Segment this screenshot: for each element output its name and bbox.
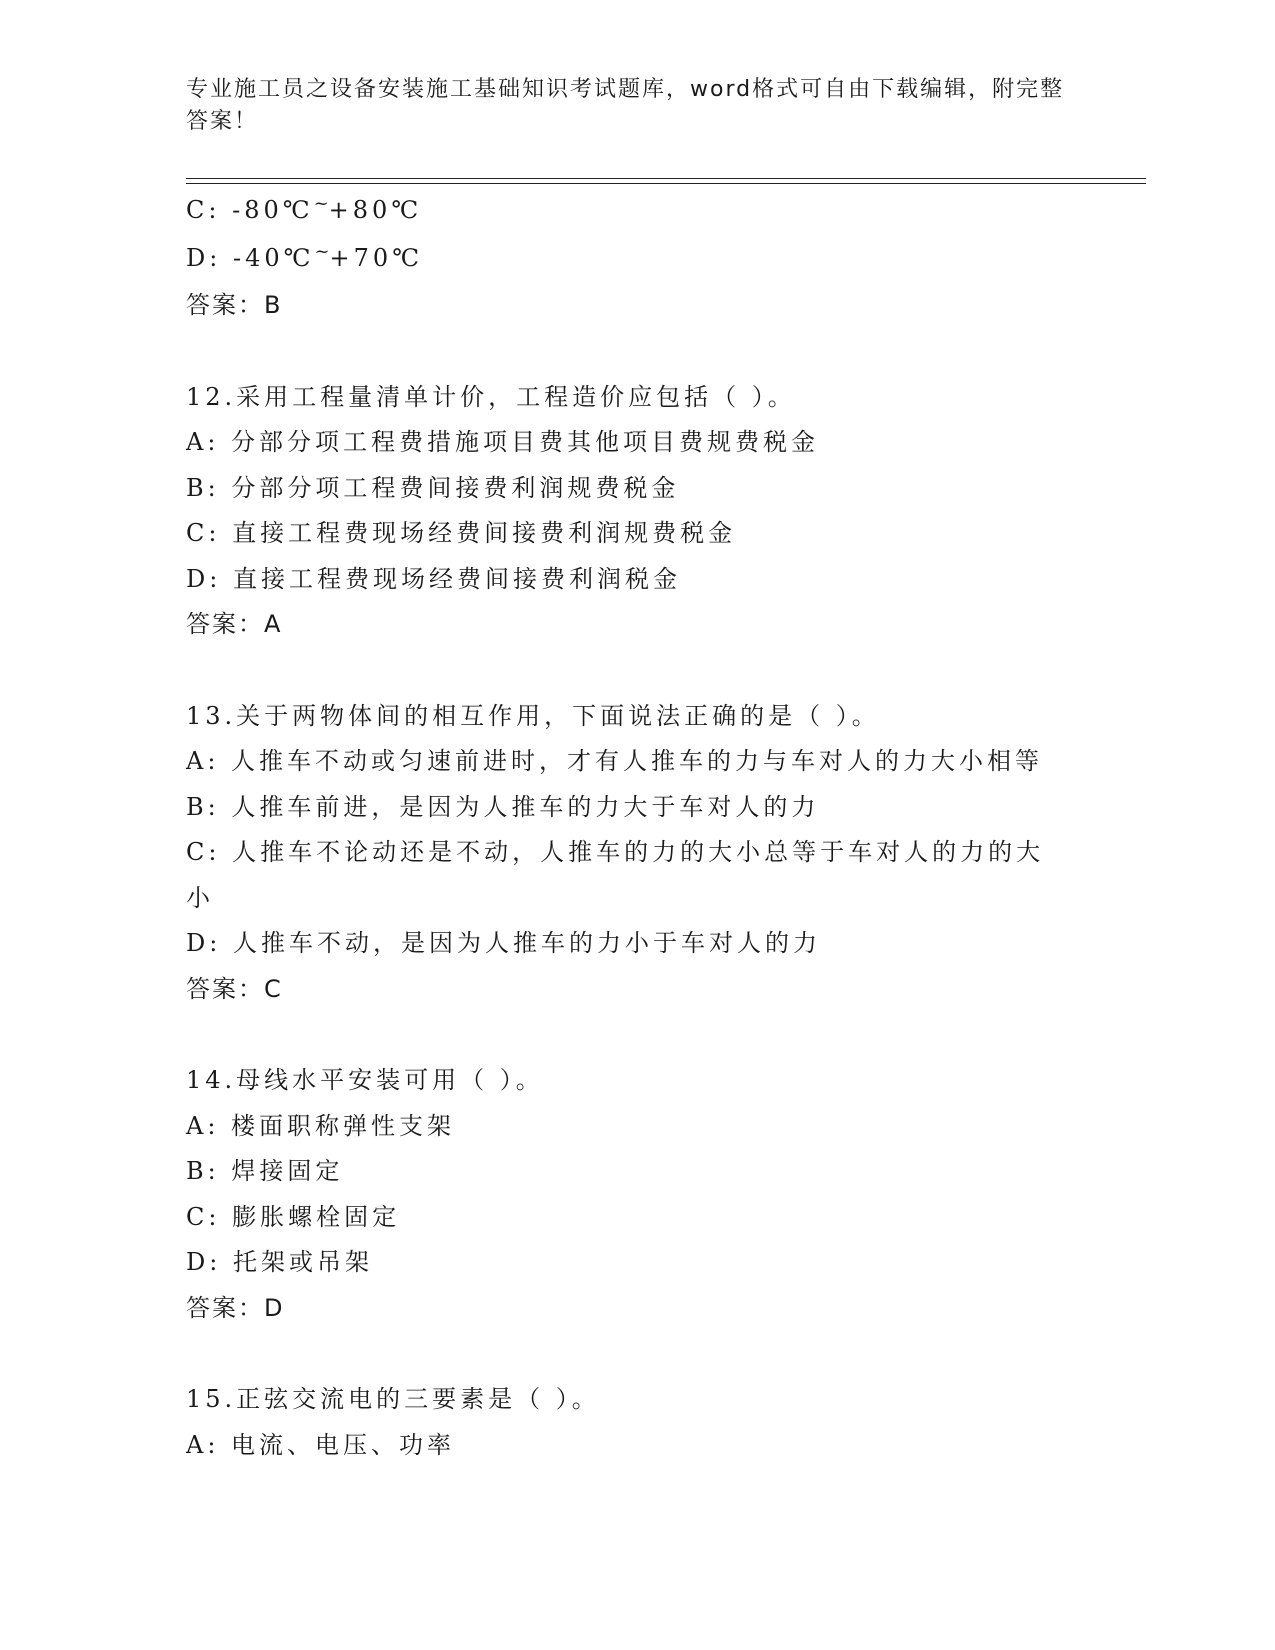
document-header: 专业施工员之设备安装施工基础知识考试题库，word格式可自由下载编辑，附完整答案！ — [186, 77, 1065, 134]
option-c-prev — [186, 188, 1086, 236]
option-b: B: 分部分项工程费间接费利润规费税金 — [186, 473, 680, 502]
question-list — [186, 188, 1086, 1468]
option-a: A: 楼面职称弹性支架 — [186, 1111, 456, 1140]
answer: 答案：A — [186, 610, 283, 638]
spacer — [186, 329, 1086, 375]
option-d: D: 托架或吊架 — [186, 1248, 373, 1276]
option-text: +80℃ — [328, 196, 423, 224]
tilde-mark: ~ — [314, 240, 330, 262]
option-d: D: 人推车不动，是因为人推车的力小于车对人的力 — [186, 929, 821, 957]
answer-prev: 答案：B — [186, 291, 283, 319]
option-b: B: 人推车前进，是因为人推车的力大于车对人的力 — [186, 792, 820, 821]
question-stem: 15.正弦交流电的三要素是（ ）。 — [186, 1385, 600, 1413]
spacer — [186, 1012, 1086, 1058]
answer: 答案：D — [186, 1293, 285, 1322]
option-text: D: -40℃ — [186, 243, 315, 272]
option-d: D: 直接工程费现场经费间接费利润税金 — [186, 564, 681, 593]
spacer — [186, 1331, 1086, 1377]
option-c: C: 人推车不论动还是不动，人推车的力的大小总等于车对人的力的大小 — [186, 838, 1045, 912]
question-stem: 13.关于两物体间的相互作用，下面说法正确的是（ ）。 — [186, 701, 880, 730]
option-text: C: -80℃ — [186, 196, 314, 224]
spacer — [186, 648, 1086, 694]
option-c: C: 膨胀螺栓固定 — [186, 1202, 401, 1231]
option-a: A: 分部分项工程费措施项目费其他项目费规费税金 — [186, 428, 820, 456]
option-a: A: 人推车不动或匀速前进时，才有人推车的力与车对人的力大小相等 — [186, 747, 1044, 775]
option-a: A: 电流、电压、功率 — [186, 1430, 456, 1459]
option-text: +70℃ — [329, 243, 424, 272]
answer: 答案：C — [186, 974, 283, 1003]
option-b: B: 焊接固定 — [186, 1157, 344, 1185]
option-d-prev — [186, 236, 1086, 284]
header-divider-top — [186, 178, 1146, 179]
tilde-mark: ~ — [313, 193, 329, 214]
header-divider-bottom — [186, 183, 1146, 184]
question-stem: 12.采用工程量清单计价，工程造价应包括（ ）。 — [186, 382, 796, 411]
option-c: C: 直接工程费现场经费间接费利润规费税金 — [186, 519, 737, 547]
question-stem: 14.母线水平安装可用（ ）。 — [186, 1066, 544, 1094]
